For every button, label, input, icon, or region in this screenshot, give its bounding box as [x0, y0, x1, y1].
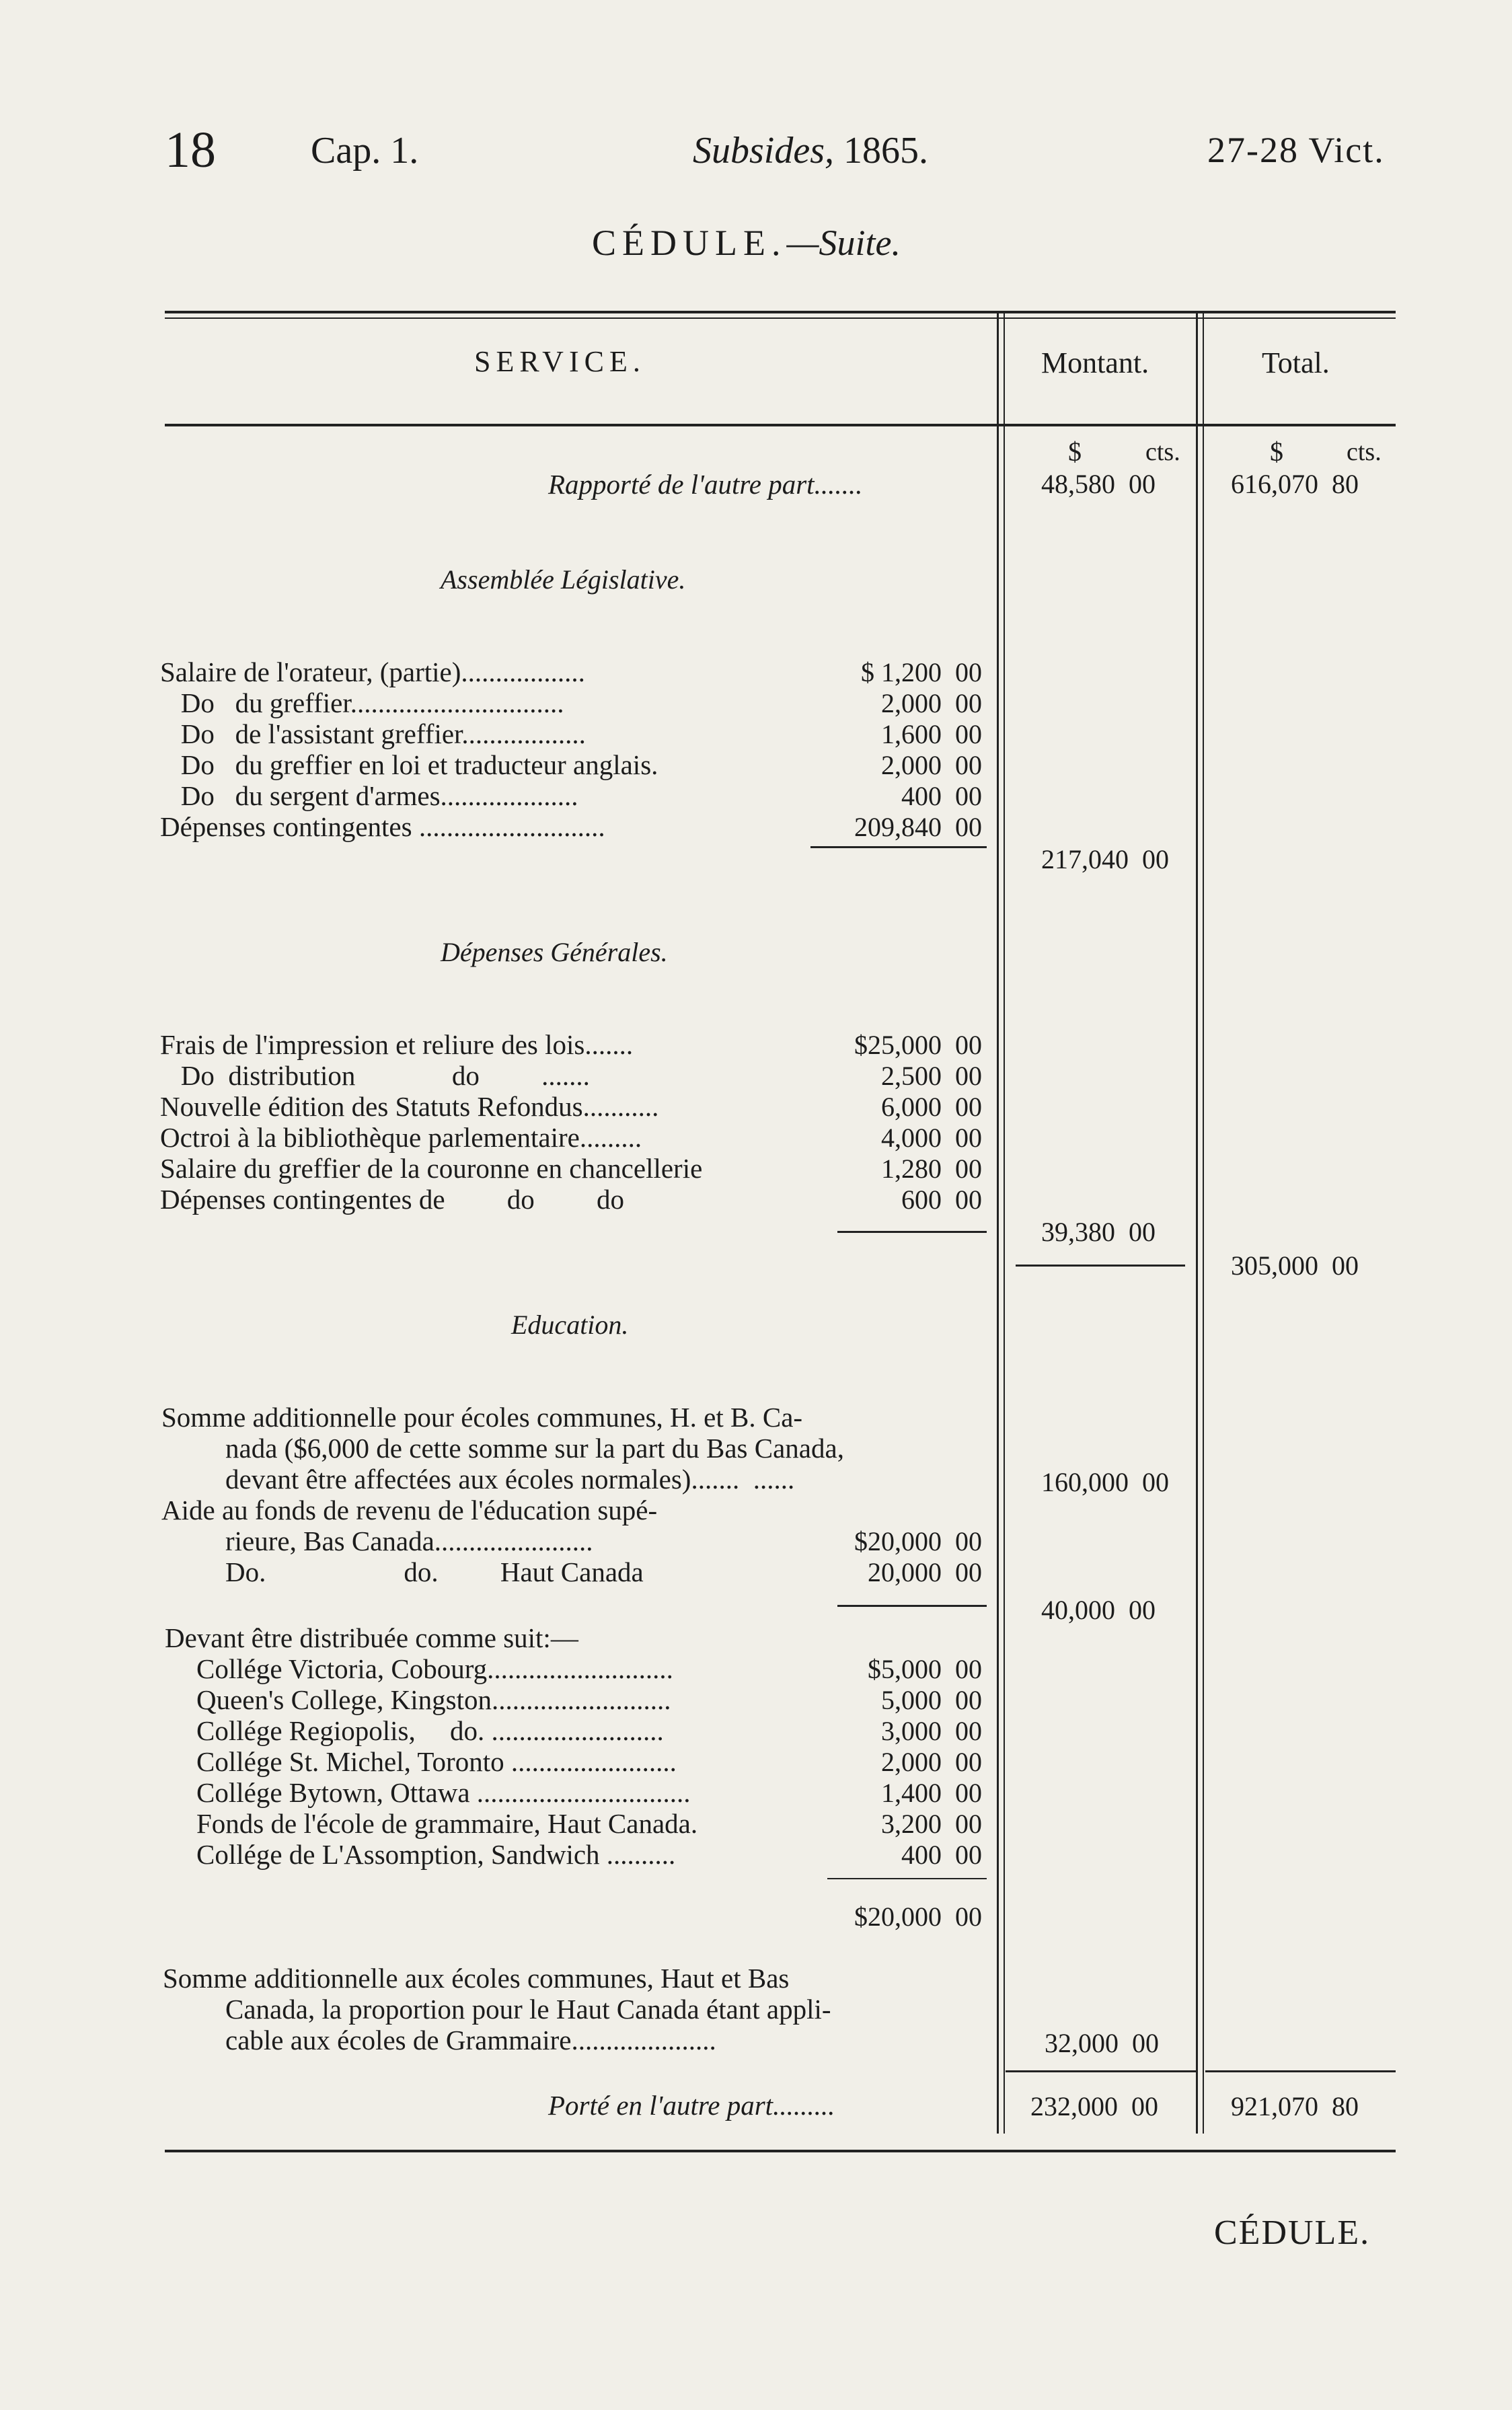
column-divider-2 — [1196, 311, 1198, 2134]
education-aide-line2: rieure, Bas Canada....................... — [225, 1526, 593, 1556]
page-title: CÉDULE.—Suite. — [592, 223, 901, 263]
carry-rule-total — [1205, 2070, 1396, 2072]
brought-forward-total: 616,070 80 — [1231, 469, 1359, 499]
amount: 2,500 00 — [881, 1061, 982, 1091]
brought-forward-label: Rapporté de l'autre part....... — [548, 469, 863, 500]
amount: 1,280 00 — [881, 1154, 982, 1184]
amount: 400 00 — [901, 781, 982, 811]
education-para2-line1: Somme additionnelle aux écoles communes, Haut et Bas — [163, 1963, 790, 1994]
amount: 4,000 00 — [881, 1123, 982, 1153]
distribution-heading: Devant être distribuée comme suit:— — [165, 1622, 578, 1653]
list-item: Dépenses contingentes ........................... — [160, 811, 605, 842]
list-item: Collége Regiopolis, do. ......................... — [196, 1715, 664, 1746]
chapter-label: Cap. 1. — [311, 130, 419, 172]
amount: 209,840 00 — [854, 812, 982, 842]
education-para2-line3: cable aux écoles de Grammaire..................... — [225, 2025, 716, 2056]
header-total: Total. — [1262, 346, 1330, 379]
assemblee-subtotal: 217,040 00 — [1041, 844, 1169, 874]
education-para1-line3: devant être affectées aux écoles normales)....... ...... — [225, 1464, 795, 1495]
amount: 3,200 00 — [881, 1809, 982, 1839]
list-item: Queen's College, Kingston.......................... — [196, 1684, 671, 1715]
list-item: Dépenses contingentes de do do — [160, 1184, 625, 1215]
education-para1-line1: Somme additionnelle pour écoles communes, H. et B. Ca- — [161, 1402, 803, 1433]
catchword: CÉDULE. — [1214, 2214, 1371, 2252]
amount: 2,000 00 — [881, 750, 982, 780]
column-divider-1 — [997, 311, 999, 2134]
table-top-rule-2 — [165, 317, 1396, 319]
list-item: Collége Bytown, Ottawa ............................... — [196, 1777, 691, 1808]
cents-unit: cts. — [1145, 438, 1180, 466]
list-item: Collége Victoria, Cobourg........................... — [196, 1653, 673, 1684]
dollar-unit: $ — [1068, 437, 1082, 467]
list-item: Salaire de l'orateur, (partie).................. — [160, 656, 585, 687]
list-item: Fonds de l'école de grammaire, Haut Canada. — [196, 1808, 698, 1839]
colleges-rule — [827, 1878, 987, 1879]
total-rule — [1016, 1265, 1185, 1267]
list-item: Do distribution do ....... — [160, 1060, 590, 1091]
education-para1-line2: nada ($6,000 de cette somme sur la part du Bas Canada, — [225, 1433, 844, 1464]
table-top-rule — [165, 311, 1396, 313]
brought-forward-montant: 48,580 00 — [1041, 469, 1156, 499]
list-item: Salaire du greffier de la couronne en chancellerie — [160, 1153, 703, 1184]
carry-rule — [1006, 2070, 1197, 2072]
list-item: Do du sergent d'armes.................... — [160, 780, 578, 811]
column-divider-2b — [1203, 311, 1204, 2134]
amount: 2,000 00 — [881, 1747, 982, 1777]
amount: 1,400 00 — [881, 1778, 982, 1808]
colleges-total: $20,000 00 — [854, 1901, 982, 1932]
regnal-year: 27-28 Vict. — [1207, 130, 1385, 170]
amount: $20,000 00 — [854, 1526, 982, 1556]
list-item: Collége de L'Assomption, Sandwich .......... — [196, 1839, 676, 1870]
amount: 3,000 00 — [881, 1716, 982, 1746]
dollar-unit-total: $ — [1270, 437, 1283, 467]
running-title: Subsides, 1865. — [693, 130, 928, 172]
amount: 5,000 00 — [881, 1685, 982, 1715]
subtotal-rule — [837, 1231, 987, 1233]
depenses-subtotal: 39,380 00 — [1041, 1217, 1156, 1247]
list-item: Octroi à la bibliothèque parlementaire......... — [160, 1122, 642, 1153]
amount: 600 00 — [901, 1184, 982, 1215]
list-item: Frais de l'impression et reliure des lois....... — [160, 1029, 634, 1060]
section-heading-education: Education. — [511, 1310, 629, 1340]
page-number: 18 — [165, 122, 216, 178]
section-heading-assemblee: Assemblée Législative. — [441, 564, 686, 595]
list-item: Do du greffier............................... — [160, 687, 564, 718]
carried-forward-label: Porté en l'autre part......... — [548, 2090, 835, 2121]
header-montant: Montant. — [1041, 346, 1149, 379]
subtotal-rule — [810, 846, 987, 848]
subtotal-rule — [837, 1605, 987, 1607]
education-para2-amount: 32,000 00 — [1045, 2028, 1159, 2058]
list-item: Collége St. Michel, Toronto ........................ — [196, 1746, 677, 1777]
list-item: Nouvelle édition des Statuts Refondus........... — [160, 1091, 659, 1122]
header-service: SERVICE. — [474, 345, 646, 378]
depenses-total: 305,000 00 — [1231, 1250, 1359, 1281]
carried-forward-total: 921,070 80 — [1231, 2091, 1359, 2121]
cents-unit-total: cts. — [1347, 438, 1382, 466]
column-divider-1b — [1004, 311, 1005, 2134]
section-heading-depenses: Dépenses Générales. — [441, 937, 668, 967]
amount: 6,000 00 — [881, 1092, 982, 1122]
education-aide-line1: Aide au fonds de revenu de l'éducation supé- — [161, 1495, 658, 1526]
list-item: Do de l'assistant greffier.................. — [160, 718, 586, 749]
list-item: Do du greffier en loi et traducteur anglais. — [160, 749, 658, 780]
amount: 1,600 00 — [881, 719, 982, 749]
education-para2-line2: Canada, la proportion pour le Haut Canada étant appli- — [225, 1994, 831, 2025]
amount: 400 00 — [901, 1840, 982, 1870]
amount: $25,000 00 — [854, 1030, 982, 1060]
amount: 20,000 00 — [868, 1557, 982, 1587]
education-aide-line3: Do. do. Haut Canada — [225, 1556, 644, 1587]
amount: 2,000 00 — [881, 688, 982, 718]
education-aide-subtotal: 40,000 00 — [1041, 1595, 1156, 1625]
header-bottom-rule — [165, 424, 1396, 426]
amount: $5,000 00 — [868, 1654, 982, 1684]
education-para1-amount: 160,000 00 — [1041, 1467, 1169, 1497]
carried-forward-montant: 232,000 00 — [1030, 2091, 1158, 2121]
amount: $ 1,200 00 — [861, 657, 982, 687]
table-bottom-rule — [165, 2150, 1396, 2152]
